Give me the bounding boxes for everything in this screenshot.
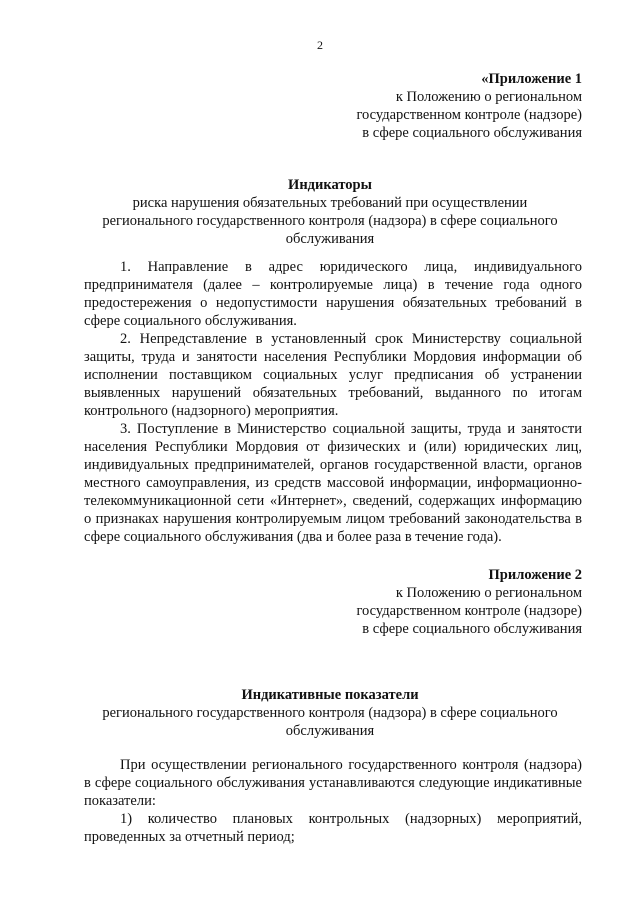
indicative-title-line: регионального государственного контроля (надзора) в сфере социального	[102, 705, 558, 721]
appendix-1-line: в сфере социального обслуживания	[362, 125, 582, 141]
indicator-paragraph: 1. Направление в адрес юридического лица, индивидуального предпринимателя (далее – контролируемые лица) в течение года одного предостережения о недопустимости нарушения обязательных требований в сфере социального обслуживания.	[84, 259, 582, 329]
indicative-title-bold: Индикативные показатели	[241, 687, 419, 703]
indicative-intro: При осуществлении регионального государственного контроля (надзора) в сфере социального обслуживания устанавливаются следующие индикативные показатели:	[84, 757, 582, 809]
appendix-1-line: к Положению о региональном	[395, 89, 582, 105]
indicative-title-line: обслуживания	[285, 723, 375, 739]
indicators-title-line: регионального государственного контроля (надзора) в сфере социального	[102, 213, 558, 229]
appendix-2-title: Приложение 2	[488, 567, 582, 583]
page-number: 2	[317, 38, 323, 52]
appendix-2-heading	[356, 566, 582, 638]
indicator-paragraph: 2. Непредставление в установленный срок Министерству социальной защиты, труда и занятости населения Республики Мордовия информации об исполнении поставщиком социальных услуг предписания об устранении выявленных нарушений обязательных требований, выданного по итогам контрольного (надзорного) мероприятия.	[84, 331, 582, 419]
indicative-list	[84, 756, 582, 846]
appendix-1-line: государственном контроле (надзоре)	[356, 107, 582, 123]
appendix-1-heading	[356, 70, 582, 142]
indicators-title	[80, 176, 580, 248]
indicators-list	[84, 258, 582, 546]
appendix-1-title: «Приложение 1	[481, 71, 582, 87]
indicators-title-line: риска нарушения обязательных требований при осуществлении	[132, 195, 528, 211]
indicative-item: 1) количество плановых контрольных (надзорных) мероприятий, проведенных за отчетный период;	[84, 811, 582, 845]
indicators-title-bold: Индикаторы	[288, 177, 372, 193]
appendix-2-line: в сфере социального обслуживания	[362, 621, 582, 637]
indicators-title-line: обслуживания	[285, 231, 375, 247]
appendix-2-line: государственном контроле (надзоре)	[356, 603, 582, 619]
appendix-2-line: к Положению о региональном	[395, 585, 582, 601]
indicator-paragraph: 3. Поступление в Министерство социальной защиты, труда и занятости населения Республики Мордовия от физических и (или) юридических лиц, индивидуальных предпринимателей, органов государственной власти, органов местного самоуправления, из средств массовой информации, информационно-телекоммуникационной сети «Интернет», сведений, содержащих информацию о признаках нарушения контролируемым лицом требований законодательства в сфере социального обслуживания (два и более раза в течение года).	[84, 421, 582, 545]
indicative-title	[80, 686, 580, 740]
